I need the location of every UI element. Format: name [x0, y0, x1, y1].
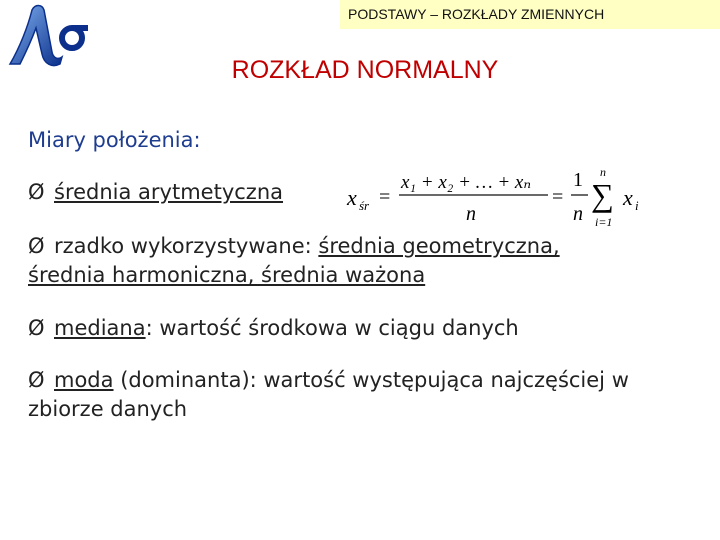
- bullet-mean-text: średnia arytmetyczna: [54, 180, 284, 204]
- arrow-bullet-icon: Ø: [28, 180, 45, 204]
- formula-eq2: =: [552, 186, 564, 208]
- formula-lhs-sub: śr: [359, 198, 370, 213]
- formula-den1: n: [466, 203, 476, 225]
- bullet-mode-term: moda: [54, 368, 114, 392]
- bullet-rare: [28, 232, 560, 290]
- bullet-mean: [28, 178, 283, 207]
- formula-eq1: =: [379, 186, 391, 208]
- bullet-median: [28, 314, 519, 343]
- bullet-rare-line2: średnia harmoniczna, średnia ważona: [28, 263, 426, 287]
- bullet-rare-line1: średnia geometryczna,: [318, 234, 560, 258]
- formula-sum-top: n: [600, 165, 606, 179]
- formula-num2: 1: [573, 169, 583, 191]
- arrow-bullet-icon: Ø: [28, 234, 45, 258]
- sigma-icon: ∑: [591, 177, 614, 213]
- formula-num1: x₁ + x₂ + … + xₙ: [401, 172, 532, 193]
- header-tag: PODSTAWY – ROZKŁADY ZMIENNYCH: [340, 0, 720, 29]
- formula-sum-bottom: i=1: [595, 215, 613, 229]
- formula-lhs: x: [347, 185, 357, 210]
- bullet-median-text: : wartość środkowa w ciągu danych: [145, 316, 519, 340]
- arrow-bullet-icon: Ø: [28, 316, 45, 340]
- mean-formula: [345, 160, 650, 230]
- bullet-median-term: mediana: [54, 316, 146, 340]
- arrow-bullet-icon: Ø: [28, 368, 45, 392]
- formula-term: x: [623, 185, 633, 210]
- bullet-mode-line1: (dominanta): wartość występująca najczęściej w: [113, 368, 629, 392]
- bullet-rare-prefix: rzadko wykorzystywane:: [54, 234, 319, 258]
- formula-den2: n: [573, 203, 583, 225]
- bullet-mode-line2: zbiorze danych: [28, 397, 188, 421]
- section-heading: Miary położenia:: [28, 128, 201, 152]
- bullet-mode: [28, 366, 629, 424]
- formula-term-sub: i: [635, 198, 639, 213]
- slide-title: ROZKŁAD NORMALNY: [231, 56, 499, 84]
